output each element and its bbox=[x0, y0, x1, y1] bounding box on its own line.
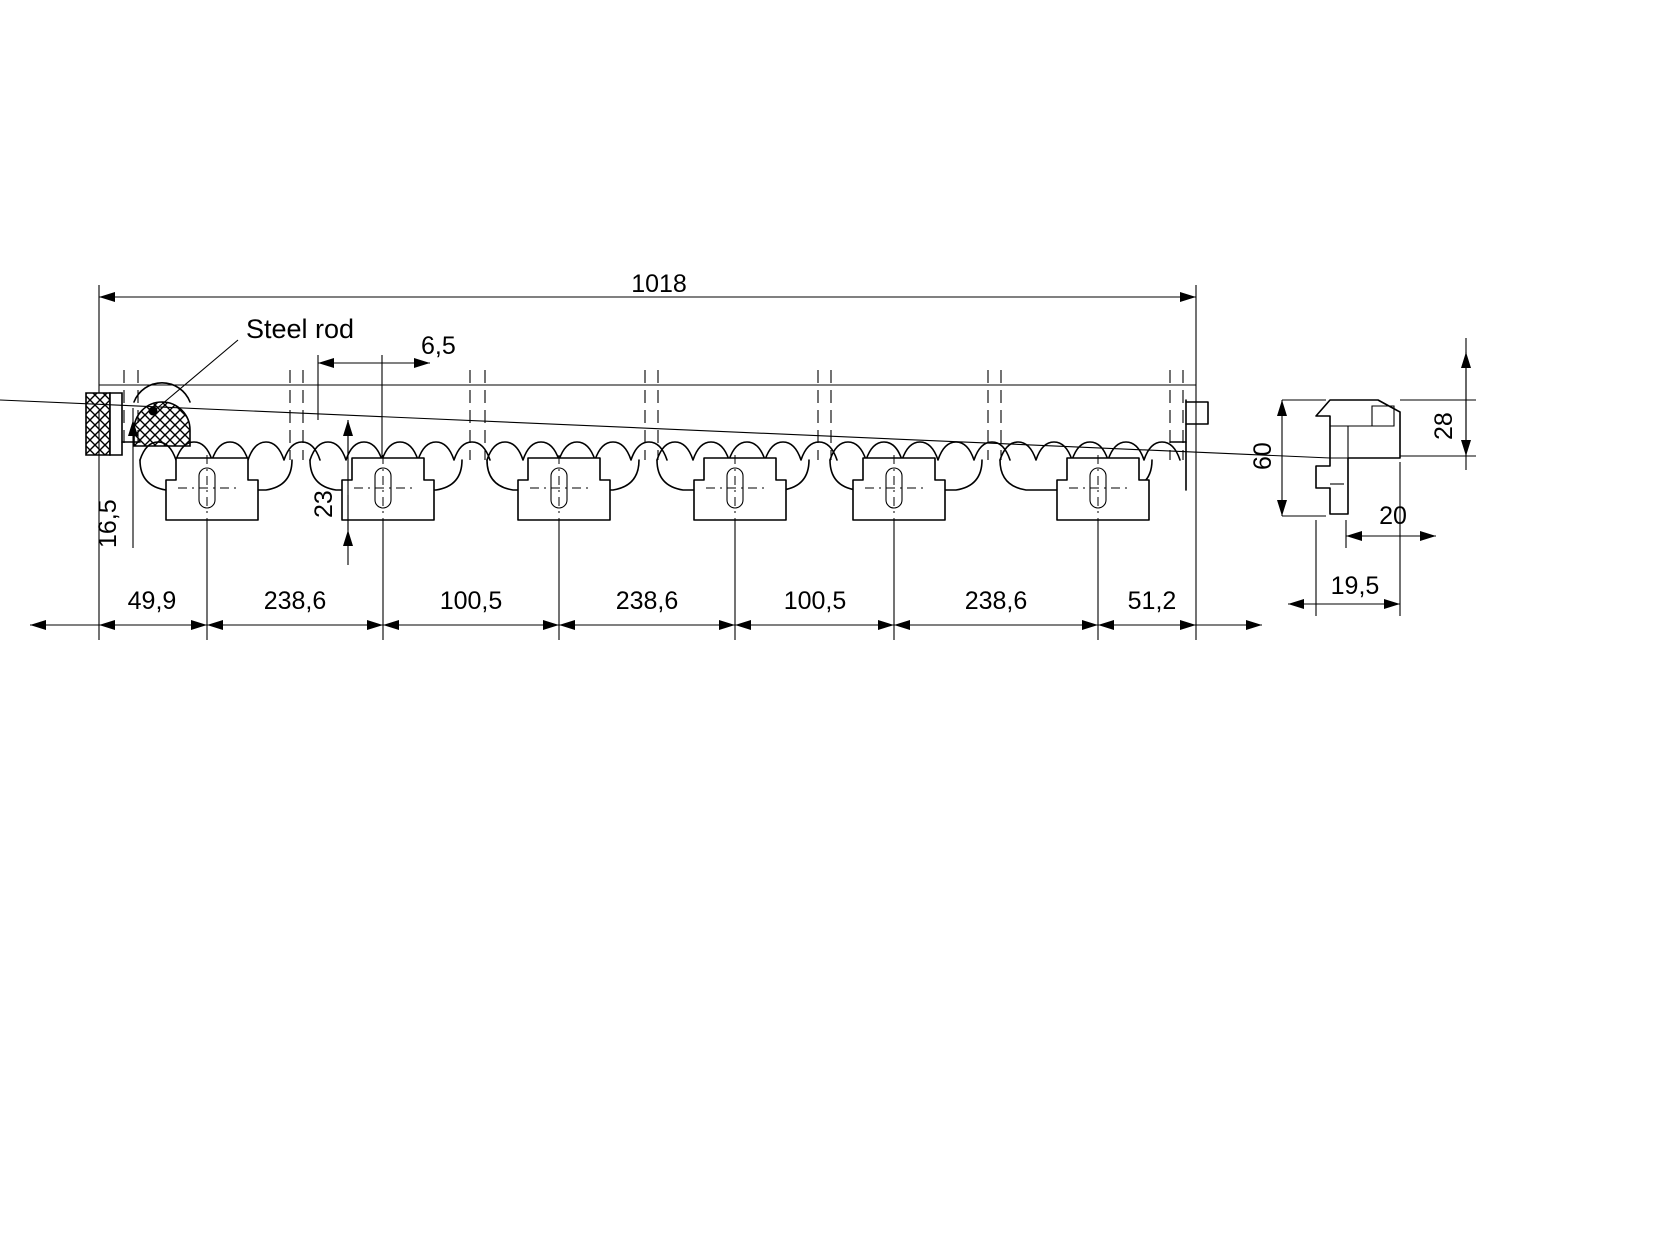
cleat-2 bbox=[342, 455, 434, 520]
dim-bottom-6-label: 238,6 bbox=[964, 587, 1028, 615]
dim-20-label: 20 bbox=[1379, 502, 1407, 530]
cleat-6 bbox=[1057, 455, 1149, 520]
dim-bottom-7-label: 51,2 bbox=[1127, 587, 1177, 615]
dim-23-label: 23 bbox=[310, 490, 338, 518]
module-separators bbox=[124, 370, 1183, 460]
cleat-3 bbox=[518, 455, 610, 520]
dim-6-5-label: 6,5 bbox=[421, 332, 456, 360]
pitch-top-dimension bbox=[318, 355, 430, 470]
overall-length-dimension bbox=[99, 285, 1196, 410]
dim-bottom-5-label: 100,5 bbox=[783, 587, 847, 615]
cleat-5 bbox=[853, 455, 945, 520]
dim-bottom-1-label: 49,9 bbox=[127, 587, 177, 615]
belt-body bbox=[122, 400, 1208, 490]
dim-bottom-4-label: 238,6 bbox=[615, 587, 679, 615]
dim-19-5-label: 19,5 bbox=[1330, 572, 1380, 600]
dim-bottom-3-label: 100,5 bbox=[439, 587, 503, 615]
steel-rod-label: Steel rod bbox=[246, 314, 355, 344]
steel-rod-section bbox=[86, 340, 238, 455]
side-width-lower-dimension bbox=[1288, 520, 1400, 616]
dim-28-label: 28 bbox=[1430, 412, 1458, 440]
cleat-4 bbox=[694, 455, 786, 520]
side-height-upper-dimension bbox=[1400, 338, 1476, 470]
dim-60-label: 60 bbox=[1249, 442, 1277, 470]
dim-bottom-2-label: 238,6 bbox=[263, 587, 327, 615]
dim-overall-label: 1018 bbox=[631, 270, 687, 298]
cleat-1 bbox=[166, 455, 258, 520]
dim-16-5-label: 16,5 bbox=[94, 499, 122, 548]
